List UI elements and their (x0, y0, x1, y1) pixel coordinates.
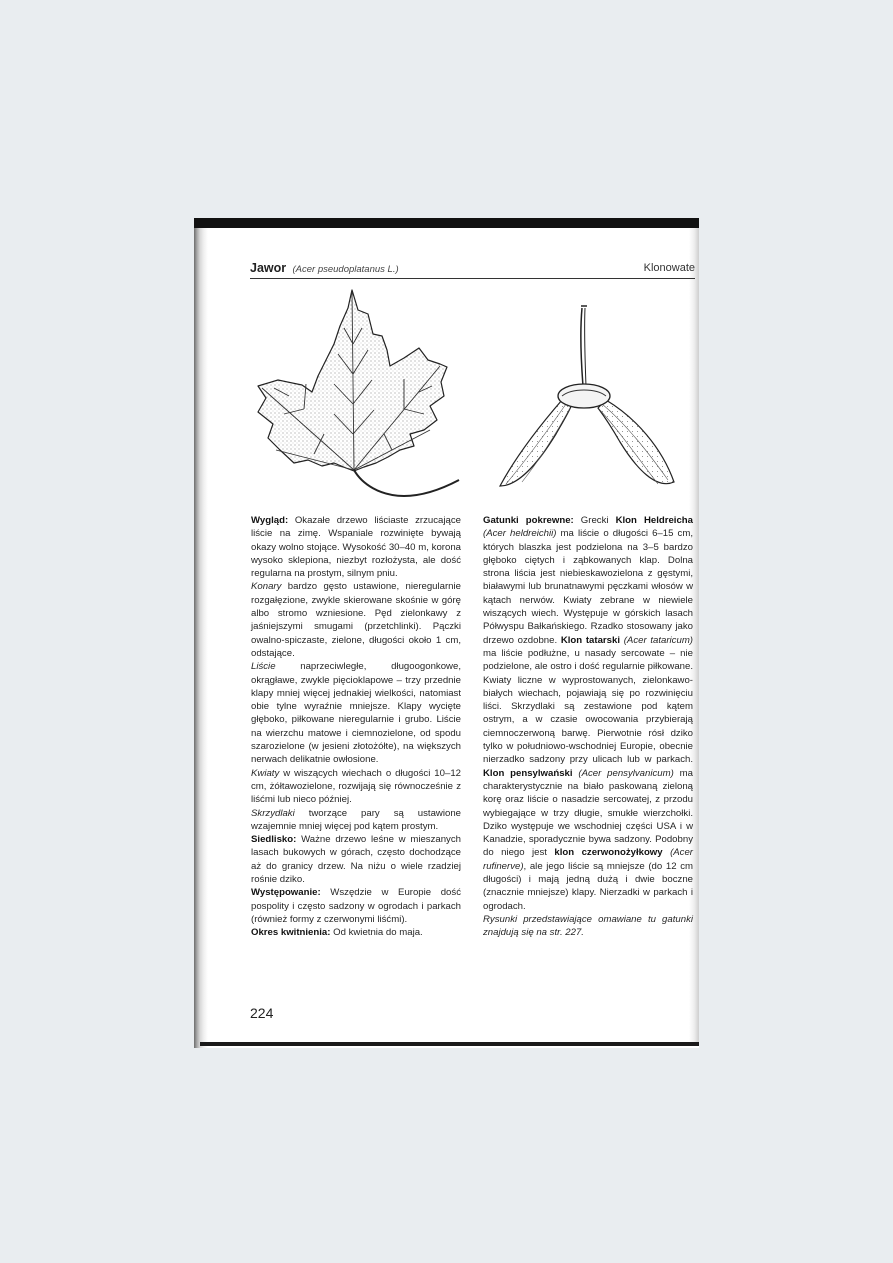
page-binding-edge (194, 218, 208, 1048)
page-number: 224 (250, 1005, 274, 1021)
latin-czerwonozylkowy: (Acer rufinerve) (483, 847, 693, 872)
latin-name: (Acer pseudoplatanus L.) (292, 264, 399, 275)
maple-leaf-icon (254, 284, 472, 506)
text-skrzydlaki: tworzące pary są ustawione wzajemnie mniej więcej pod kątem prostym. (251, 807, 461, 832)
scan-bottom-border (200, 1042, 699, 1046)
species-pensylwanski: Klon pensylwański (483, 767, 573, 779)
scan-top-border (194, 218, 699, 228)
label-kwiaty: Kwiaty (251, 767, 280, 779)
footnote (483, 913, 693, 940)
text-gatunki-intro: Grecki (573, 515, 616, 526)
text-siedlisko: Ważne drzewo leśne w mieszanych lasach bukowych w górach, często dochodzące aż do granicy drzew. Na niżu o wiele rzadziej rośnie dziko. (251, 834, 461, 886)
text-liscie: naprzeciwległe, długoogonkowe, okrągławe, zwykle pięcioklapowe – trzy przednie klapy mniej więcej jednakiej wielkości, natomiast obie tylne wyraźnie mniejsze. Klapy wycięte głęboko, piłkowane nieregularnie i grubo. Liście na wierzchu matowe i ciemnozielone, od spodu szarozielone (w jesieni złotożółte), na większych nerwach delikatnie owłosione. (251, 661, 461, 766)
paragraph-okres (251, 926, 461, 939)
samara-fruit-icon (486, 300, 686, 495)
paragraph-wyglad (251, 514, 461, 580)
text-heldreicha: ma liście o długości 6–15 cm, których blaszka jest podzielona na 3–5 bardzo głęboko ciętych i ząbkowanych klap. Dolna strona liścia jest niebieskawozielona z gęstymi, białawymi lub brunatnawymi pęczkami włosów w kątach nerwów. Kwiaty zebrane w niewiele wiszących wiech. Występuje w górskich lasach Półwyspu Bałkańskiego. Rzadko stosowany jako drzewo ozdobne. (483, 528, 693, 646)
family-name: Klonowate (643, 262, 695, 274)
text-czerwonozylkowy: , ale jego liście są mniejsze (do 12 cm długości) i mają jedną dużą i dwie boczne (znacznie mniejsze) klapy. Nierzadki w parkach i ogrodach. (483, 860, 693, 912)
text-column-right (483, 514, 693, 940)
species-heldreicha: Klon Heldreicha (615, 515, 693, 526)
text-konary: bardzo gęsto ustawione, nieregularnie rozgałęzione, zwykle skierowane skośnie w górę albo stromo wzniesione. Pęd zielonkawy z jaśniejszymi smugami (przetchlinki). Pączki owalno-spiczaste, zielone, długości około 1 cm, odstające. (251, 581, 461, 659)
label-liscie: Liście (251, 661, 276, 673)
text-wyglad: Okazałe drzewo liściaste zrzucające liście na zimę. Wspaniale rozwinięte bywają okazy wolno stojące. Wysokość 30–40 m, korona wysoko sklepiona, niezbyt rozłożysta, ale dość regularna na prostym, silnym pniu. (251, 515, 461, 580)
paragraph-gatunki (483, 514, 693, 913)
footnote-text: Rysunki przedstawiające omawiane tu gatunki znajdują się na str. 227. (483, 913, 693, 939)
page-title: Jawor (250, 261, 287, 275)
latin-heldreicha: (Acer heldreichii) (483, 528, 557, 540)
text-column-left (251, 514, 461, 940)
label-konary: Konary (251, 581, 282, 593)
label-wystepowanie: Występowanie: (251, 887, 321, 899)
latin-pensylwanski: (Acer pensylvanicum) (578, 767, 674, 779)
text-pensylwanski: ma charakterystycznie na biało paskowaną zieloną korę oraz liście o nasadzie sercowatej, z przodu wybiegające w trzy długie, smukłe wierzchołki. Dziko występuje we wschodniej części USA i w Kanadzie, sporadycznie bywa sadzony. Podobny do niego jest (483, 767, 693, 859)
label-siedlisko: Siedlisko: (251, 834, 297, 846)
paragraph-kwiaty (251, 767, 461, 807)
label-gatunki: Gatunki pokrewne: (483, 515, 574, 526)
latin-tatarski: (Acer tataricum) (623, 634, 693, 646)
label-okres: Okres kwitnienia: (251, 927, 331, 939)
header-divider (250, 278, 695, 279)
label-wyglad: Wygląd: (251, 515, 289, 526)
paragraph-liscie (251, 660, 461, 766)
label-skrzydlaki: Skrzydlaki (251, 807, 295, 819)
species-tatarski: Klon tatarski (560, 634, 620, 646)
paragraph-siedlisko (251, 833, 461, 886)
running-header (250, 261, 695, 279)
paragraph-skrzydlaki (251, 807, 461, 834)
text-okres: Od kwietnia do maja. (330, 927, 423, 939)
text-wystepowanie: Wszędzie w Europie dość pospolity i często sadzony w ogrodach i parkach (również formy z czerwonymi liśćmi). (251, 887, 461, 925)
text-tatarski: ma liście podłużne, u nasady sercowate – nie podzielone, ale ostro i dość regularnie piłkowane. Kwiaty liczne w wyprostowanych, zielonkawo-białych wiechach, pojawiają się po rozwinięciu liści. Skrzydlaki są zestawione pod kątem ostrym, a w czasie owocowania przybierają ciemnoczerwoną barwę. Pierwotnie rósł dziko tylko w południowo-wschodniej Europie, obecnie nierzadko sadzony przy ulicach lub w parkach. (483, 647, 693, 766)
paragraph-wystepowanie (251, 886, 461, 926)
text-kwiaty: w wiszących wiechach o długości 10–12 cm, żółtawozielone, rozwijają się równocześnie z liśćmi lub nieco później. (251, 767, 461, 806)
species-czerwonozylkowy: klon czerwonożyłkowy (554, 847, 663, 859)
book-page (194, 218, 699, 1048)
paragraph-konary (251, 580, 461, 660)
